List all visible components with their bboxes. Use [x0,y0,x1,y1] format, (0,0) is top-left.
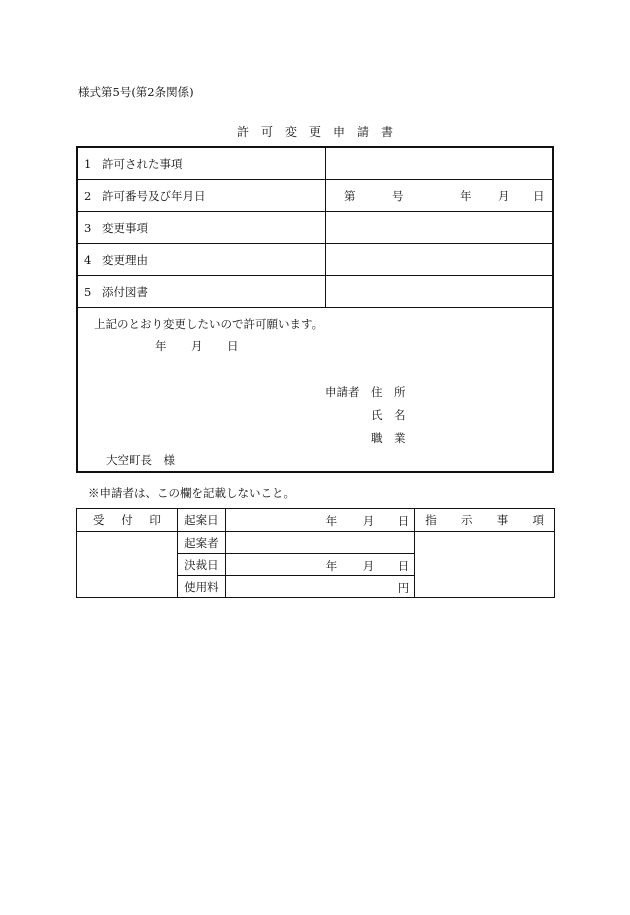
form-number-label: 様式第5号(第2条関係) [78,85,194,99]
item-number: 2 [84,189,92,203]
title-char: 更 [308,125,321,139]
item-label: 添付図書 [102,285,148,299]
drafter-label: 起案者 [177,532,225,554]
change-matter-field[interactable] [326,212,552,243]
fee-field[interactable]: 円 [225,576,414,598]
permit-dai: 第 [344,189,356,203]
item-label: 変更理由 [102,253,148,267]
instructions-area[interactable] [415,532,555,598]
draft-date-field[interactable]: 年 月 日 [225,509,414,532]
applicant-name-label: 氏 名 [371,408,406,422]
attachments-field[interactable] [326,276,552,307]
item-row-change-matter [78,212,552,244]
permit-month: 月 [498,189,510,203]
change-reason-field[interactable] [326,244,552,275]
decision-date-field[interactable]: 年 月 日 [225,554,414,576]
item-label: 変更事項 [102,221,148,235]
draft-date-label: 起案日 [177,509,225,532]
addressee: 大空町長 様 [106,453,175,467]
applicant-occupation-label: 職 業 [371,431,406,445]
permit-day: 日 [533,189,545,203]
title-char: 請 [357,125,370,139]
document-title [0,123,630,140]
reception-stamp-header: 受 付 印 [77,509,178,532]
title-char: 許 [236,125,249,139]
item-row-attachments [78,276,552,308]
drafter-field[interactable] [225,532,414,554]
title-char: 書 [381,125,394,139]
title-char: 申 [333,125,346,139]
item-row-change-reason [78,244,552,276]
reception-stamp-area[interactable] [77,532,178,598]
applicant-label: 申請者 [325,385,360,399]
date-year: 年 [155,339,167,353]
title-char: 可 [260,125,273,139]
item-row-permit-number [78,180,552,212]
item-number: 1 [84,157,92,171]
decision-date-label: 決裁日 [177,554,225,576]
date-day: 日 [227,339,239,353]
item-number: 4 [84,253,92,267]
date-month: 月 [191,339,203,353]
item-number: 3 [84,221,92,235]
reception-table [76,508,555,598]
title-char: 変 [284,125,297,139]
item-number: 5 [84,285,92,299]
applicant-address-label: 住 所 [371,385,406,399]
note-text: ※申請者は、この欄を記載しないこと。 [88,486,295,500]
permit-go: 号 [392,189,404,203]
item-label: 許可番号及び年月日 [102,189,206,203]
item-label: 許可された事項 [102,157,183,171]
fee-label: 使用料 [177,576,225,598]
instructions-header: 指 示 事 項 [415,509,555,532]
application-form-box [76,146,554,473]
permit-number-field[interactable] [326,180,552,211]
permit-year: 年 [460,189,472,203]
permitted-matter-field[interactable] [326,148,552,179]
request-statement: 上記のとおり変更したいので許可願います。 [94,317,324,331]
item-row-permitted-matter [78,148,552,180]
